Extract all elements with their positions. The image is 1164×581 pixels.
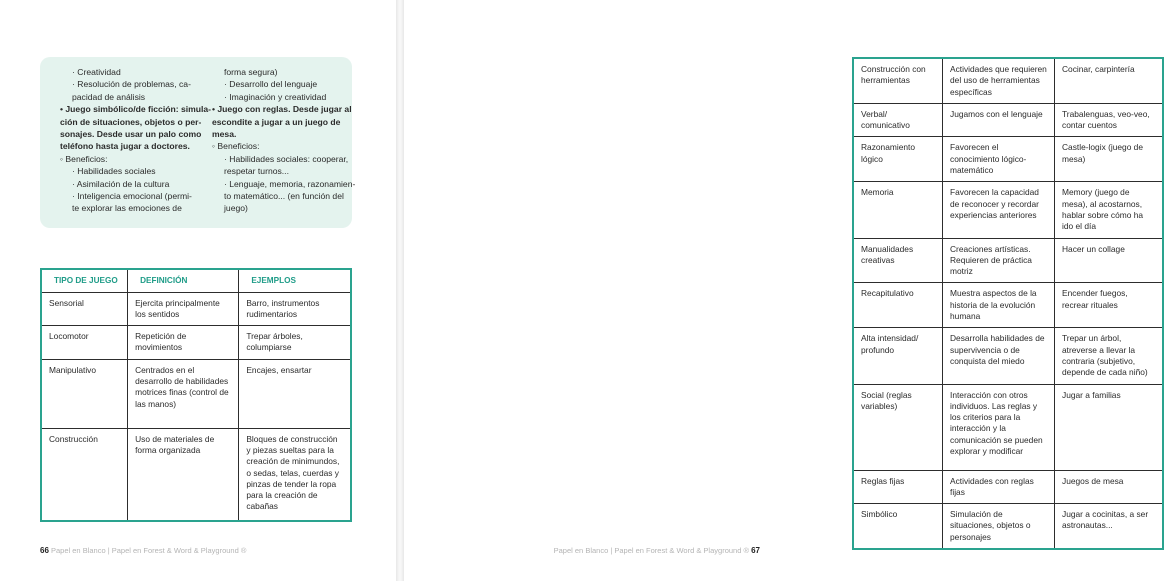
cell-type: Reglas fijas	[853, 470, 943, 504]
cell-definition: Desarrolla habilidades de supervivencia o de conquista del miedo	[943, 328, 1055, 384]
note-box	[40, 57, 356, 228]
note-line: • Juego con reglas. Desde jugar al	[212, 104, 352, 115]
note-line: · Lenguaje, memoria, razonamien-	[224, 178, 356, 189]
table-row	[853, 137, 1163, 182]
cell-examples: Barro, instrumentos rudimentarios	[239, 292, 351, 326]
cell-examples: Trabalenguas, veo-veo, contar cuentos	[1055, 103, 1164, 137]
cell-examples: Castle-logix (juego de mesa)	[1055, 137, 1164, 182]
cell-definition: Muestra aspectos de la historia de la evolución humana	[943, 283, 1055, 328]
note-line: ◦ Beneficios:	[212, 141, 260, 152]
table-row	[41, 428, 351, 521]
table-header-definition: DEFINICIÓN	[128, 269, 239, 292]
cell-definition: Actividades que requieren del uso de herramientas específicas	[943, 58, 1055, 103]
table-row	[853, 283, 1163, 328]
note-line: escondite a jugar a un juego de	[212, 116, 341, 127]
note-line: · Creatividad	[72, 67, 121, 77]
cell-type: Sensorial	[41, 292, 128, 326]
cell-type: Recapitulativo	[853, 283, 943, 328]
note-column-right	[212, 66, 356, 215]
note-line: sonajes. Desde usar un palo como	[60, 129, 202, 140]
cell-type: Simbólico	[853, 504, 943, 549]
note-column-left	[60, 66, 212, 215]
note-line: pacidad de análisis	[72, 91, 146, 102]
note-line: ◦ Beneficios:	[60, 153, 108, 164]
note-line: · Habilidades sociales	[72, 166, 156, 177]
note-line: juego)	[224, 203, 248, 214]
cell-definition: Jugamos con el lenguaje	[943, 103, 1055, 137]
cell-examples: Bloques de construcción y piezas sueltas para la creación de minimundos, o sedas, telas, cuerdas y pinzas de tender la ropa para la creación de cabañas	[239, 428, 351, 521]
table-row	[853, 470, 1163, 504]
cell-definition: Uso de materiales de forma organizada	[128, 428, 239, 521]
cell-definition: Ejercita principalmente los sentidos	[128, 292, 239, 326]
left-folio	[40, 546, 246, 555]
table-row	[853, 238, 1163, 283]
cell-type: Memoria	[853, 182, 943, 238]
footer-text-left: Papel en Blanco | Papel en Forest & Word & Playground ®	[51, 546, 247, 555]
note-line: · Imaginación y creatividad	[224, 91, 327, 102]
table-row	[41, 292, 351, 326]
note-line: te explorar las emociones de	[72, 203, 182, 214]
note-line: forma segura)	[224, 67, 278, 77]
cell-definition: Favorecen el conocimiento lógico-matemático	[943, 137, 1055, 182]
cell-definition: Favorecen la capacidad de reconocer y recordar experiencias anteriores	[943, 182, 1055, 238]
table-row	[853, 103, 1163, 137]
table-header-examples: EJEMPLOS	[239, 269, 351, 292]
cell-examples: Cocinar, carpintería	[1055, 58, 1164, 103]
note-line: mesa.	[212, 129, 237, 140]
note-line: teléfono hasta jugar a doctores.	[60, 141, 190, 152]
note-line: · Asimilación de la cultura	[72, 178, 170, 189]
cell-definition: Centrados en el desarrollo de habilidades motrices finas (control de las manos)	[128, 359, 239, 428]
note-line: · Resolución de problemas, ca-	[72, 79, 191, 90]
page-number-right: 67	[751, 546, 760, 555]
cell-examples: Trepar árboles, columpiarse	[239, 326, 351, 360]
cell-type: Manipulativo	[41, 359, 128, 428]
page-number-left: 66	[40, 546, 49, 555]
cell-definition: Interacción con otros individuos. Las reglas y los criterios para la interacción y la comunicación se pueden explorar y modificar	[943, 384, 1055, 470]
table-header-type: TIPO DE JUEGO	[41, 269, 128, 292]
note-line: · Desarrollo del lenguaje	[224, 79, 318, 90]
cell-examples: Jugar a cocinitas, a ser astronautas...	[1055, 504, 1164, 549]
cell-definition: Simulación de situaciones, objetos o personajes	[943, 504, 1055, 549]
note-line: ción de situaciones, objetos o per-	[60, 116, 202, 127]
cell-type: Construcción con herramientas	[853, 58, 943, 103]
table-row	[853, 384, 1163, 470]
cell-definition: Creaciones artísticas. Requieren de práctica motriz	[943, 238, 1055, 283]
cell-examples: Memory (juego de mesa), al acostarnos, hablar sobre cómo ha ido el día	[1055, 182, 1164, 238]
footer-text-right: Papel en Blanco | Papel en Forest & Word & Playground ®	[553, 546, 749, 555]
cell-examples: Hacer un collage	[1055, 238, 1164, 283]
table-row	[853, 504, 1163, 549]
cell-examples: Trepar un árbol, atreverse a llevar la contraria (subjetivo, depende de cada niño)	[1055, 328, 1164, 384]
cell-examples: Juegos de mesa	[1055, 470, 1164, 504]
cell-examples: Jugar a familias	[1055, 384, 1164, 470]
cell-type: Razonamiento lógico	[853, 137, 943, 182]
cell-type: Verbal/ comunicativo	[853, 103, 943, 137]
cell-type: Construcción	[41, 428, 128, 521]
right-page	[404, 0, 1150, 581]
table-row	[41, 359, 351, 428]
table-row	[853, 182, 1163, 238]
table-row	[853, 58, 1163, 103]
right-folio	[554, 546, 760, 555]
table-row	[853, 328, 1163, 384]
cell-definition: Repetición de movimientos	[128, 326, 239, 360]
cell-examples: Encajes, ensartar	[239, 359, 351, 428]
left-page	[0, 0, 396, 581]
play-types-table	[40, 268, 352, 522]
note-line: · Habilidades sociales: cooperar,	[224, 153, 349, 164]
cell-type: Locomotor	[41, 326, 128, 360]
play-types-table-continued	[852, 57, 1164, 550]
cell-type: Alta intensidad/ profundo	[853, 328, 943, 384]
book-gutter	[396, 0, 404, 581]
table-row	[41, 326, 351, 360]
cell-definition: Actividades con reglas fijas	[943, 470, 1055, 504]
note-line: · Inteligencia emocional (permi-	[72, 191, 192, 202]
note-line: respetar turnos...	[224, 166, 289, 177]
cell-examples: Encender fuegos, recrear rituales	[1055, 283, 1164, 328]
cell-type: Social (reglas variables)	[853, 384, 943, 470]
note-line: to matemático... (en función del	[224, 191, 344, 202]
cell-type: Manualidades creativas	[853, 238, 943, 283]
note-line: • Juego simbólico/de ficción: simula-	[60, 104, 212, 115]
